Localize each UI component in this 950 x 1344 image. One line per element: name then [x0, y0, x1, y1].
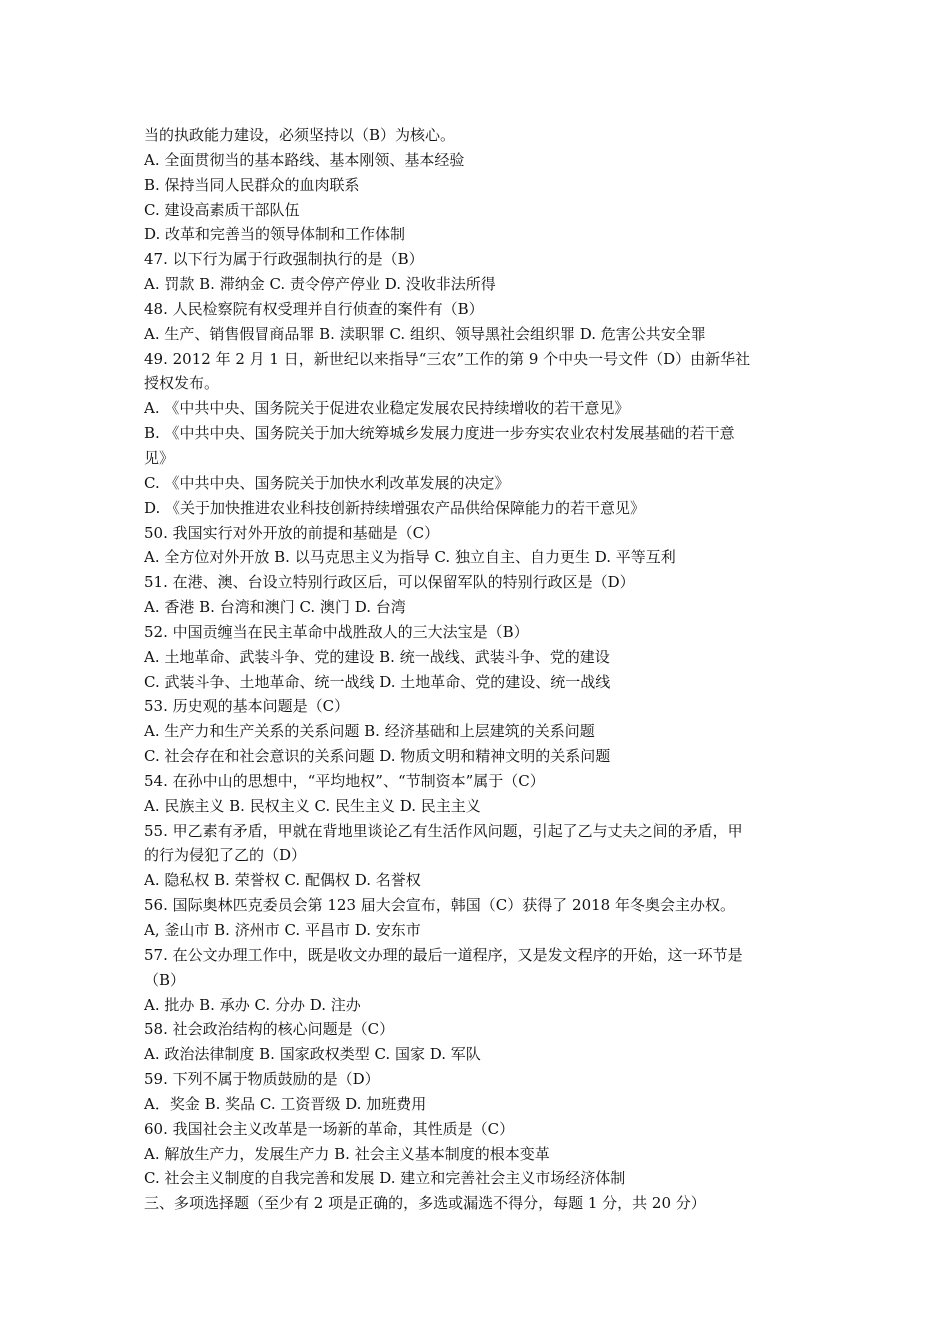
text-line: A．奖金 B. 奖品 C. 工资晋级 D. 加班费用 [144, 1094, 427, 1113]
text-line: 51. 在港、澳、台设立特别行政区后，可以保留军队的特别行政区是（D） [144, 573, 635, 592]
text-line: D. 《关于加快推进农业科技创新持续增强农产品供给保障能力的若干意见》 [144, 498, 646, 517]
text-line: 52. 中国贡缠当在民主革命中战胜敌人的三大法宝是（B） [144, 622, 529, 641]
document-body [144, 123, 814, 1216]
text-line: 47. 以下行为属于行政强制执行的是（B） [144, 250, 424, 269]
text-line: 57. 在公文办理工作中，既是收文办理的最后一道程序，又是发文程序的开始，这一环节是 [144, 945, 743, 964]
text-line: A. 全方位对外开放 B. 以马克思主义为指导 C. 独立自主、自力更生 D. 平等互利 [144, 548, 676, 567]
text-line: B. 保持当同人民群众的血肉联系 [144, 175, 360, 194]
text-line: 56. 国际奥林匹克委员会第 123 届大会宣布，韩国（C）获得了 2018 年冬奥会主办权。 [144, 896, 735, 915]
text-line: C. 武装斗争、土地革命、统一战线 D. 土地革命、党的建设、统一战线 [144, 672, 611, 691]
text-line: C. 建设高素质干部队伍 [144, 200, 300, 219]
text-line: C. 社会主义制度的自我完善和发展 D. 建立和完善社会主义市场经济体制 [144, 1169, 626, 1188]
text-line: （B） [144, 970, 186, 989]
text-line: A. 政治法律制度 B. 国家政权类型 C. 国家 D. 军队 [144, 1045, 481, 1064]
text-line: A. 《中共中央、国务院关于促进农业稳定发展农民持续增收的若干意见》 [144, 399, 630, 418]
text-line: 48. 人民检察院有权受理并自行侦查的案件有（B） [144, 299, 484, 318]
text-line: B. 《中共中央、国务院关于加大统筹城乡发展力度进一步夯实农业农村发展基础的若干意 [144, 424, 735, 443]
text-line: A. 土地革命、武装斗争、党的建设 B. 统一战线、武装斗争、党的建设 [144, 647, 610, 666]
text-line: 见》 [144, 448, 175, 467]
text-line: 55. 甲乙素有矛盾，甲就在背地里谈论乙有生活作风问题，引起了乙与丈夫之间的矛盾，甲 [144, 821, 743, 840]
text-line: D. 改革和完善当的领导体制和工作体制 [144, 225, 406, 244]
text-line: 授权发布。 [144, 374, 220, 393]
text-line: 53. 历史观的基本问题是（C） [144, 697, 350, 716]
text-line: 三、多项选择题（至少有 2 项是正确的，多选或漏选不得分，每题 1 分，共 20 分） [144, 1194, 706, 1213]
text-line: 当的执政能力建设，必须坚持以（B）为核心。 [144, 126, 456, 144]
text-line: 的行为侵犯了乙的（D） [144, 846, 307, 865]
text-line: A. 全面贯彻当的基本路线、基本刚领、基本经验 [144, 150, 465, 169]
text-line: A. 生产力和生产关系的关系问题 B. 经济基础和上层建筑的关系问题 [144, 722, 595, 741]
text-line: 58. 社会政治结构的核心问题是（C） [144, 1020, 395, 1039]
text-line: A. 解放生产力，发展生产力 B. 社会主义基本制度的根本变革 [144, 1144, 550, 1163]
text-line: 54. 在孙中山的思想中，“平均地权”、“节制资本”属于（C） [144, 771, 545, 790]
text-line: 60. 我国社会主义改革是一场新的革命，其性质是（C） [144, 1119, 515, 1138]
text-line: A. 民族主义 B. 民权主义 C. 民生主义 D. 民主主义 [144, 796, 481, 815]
text-line: A. 罚款 B. 滞纳金 C. 责令停产停业 D. 没收非法所得 [144, 275, 496, 294]
text-line: 49. 2012 年 2 月 1 日，新世纪以来指导“三农”工作的第 9 个中央一号文件（D）由新华社 [144, 349, 751, 368]
text-line: A. 批办 B. 承办 C. 分办 D. 注办 [144, 995, 361, 1014]
text-line: 59. 下列不属于物质鼓励的是（D） [144, 1070, 380, 1089]
text-line: A. 隐私权 B. 荣誉权 C. 配偶权 D. 名誉权 [144, 871, 421, 890]
text-line: A, 釜山市 B. 济州市 C. 平昌市 D. 安东市 [144, 921, 421, 939]
text-line: A. 生产、销售假冒商品罪 B. 渎职罪 C. 组织、领导黑社会组织罪 D. 危害公共安全罪 [144, 324, 706, 343]
text-line: C. 《中共中央、国务院关于加快水利改革发展的决定》 [144, 473, 510, 492]
text-line: C. 社会存在和社会意识的关系问题 D. 物质文明和精神文明的关系问题 [144, 747, 611, 766]
text-line: 50. 我国实行对外开放的前提和基础是（C） [144, 523, 440, 542]
text-line: A. 香港 B. 台湾和澳门 C. 澳门 D. 台湾 [144, 598, 406, 617]
